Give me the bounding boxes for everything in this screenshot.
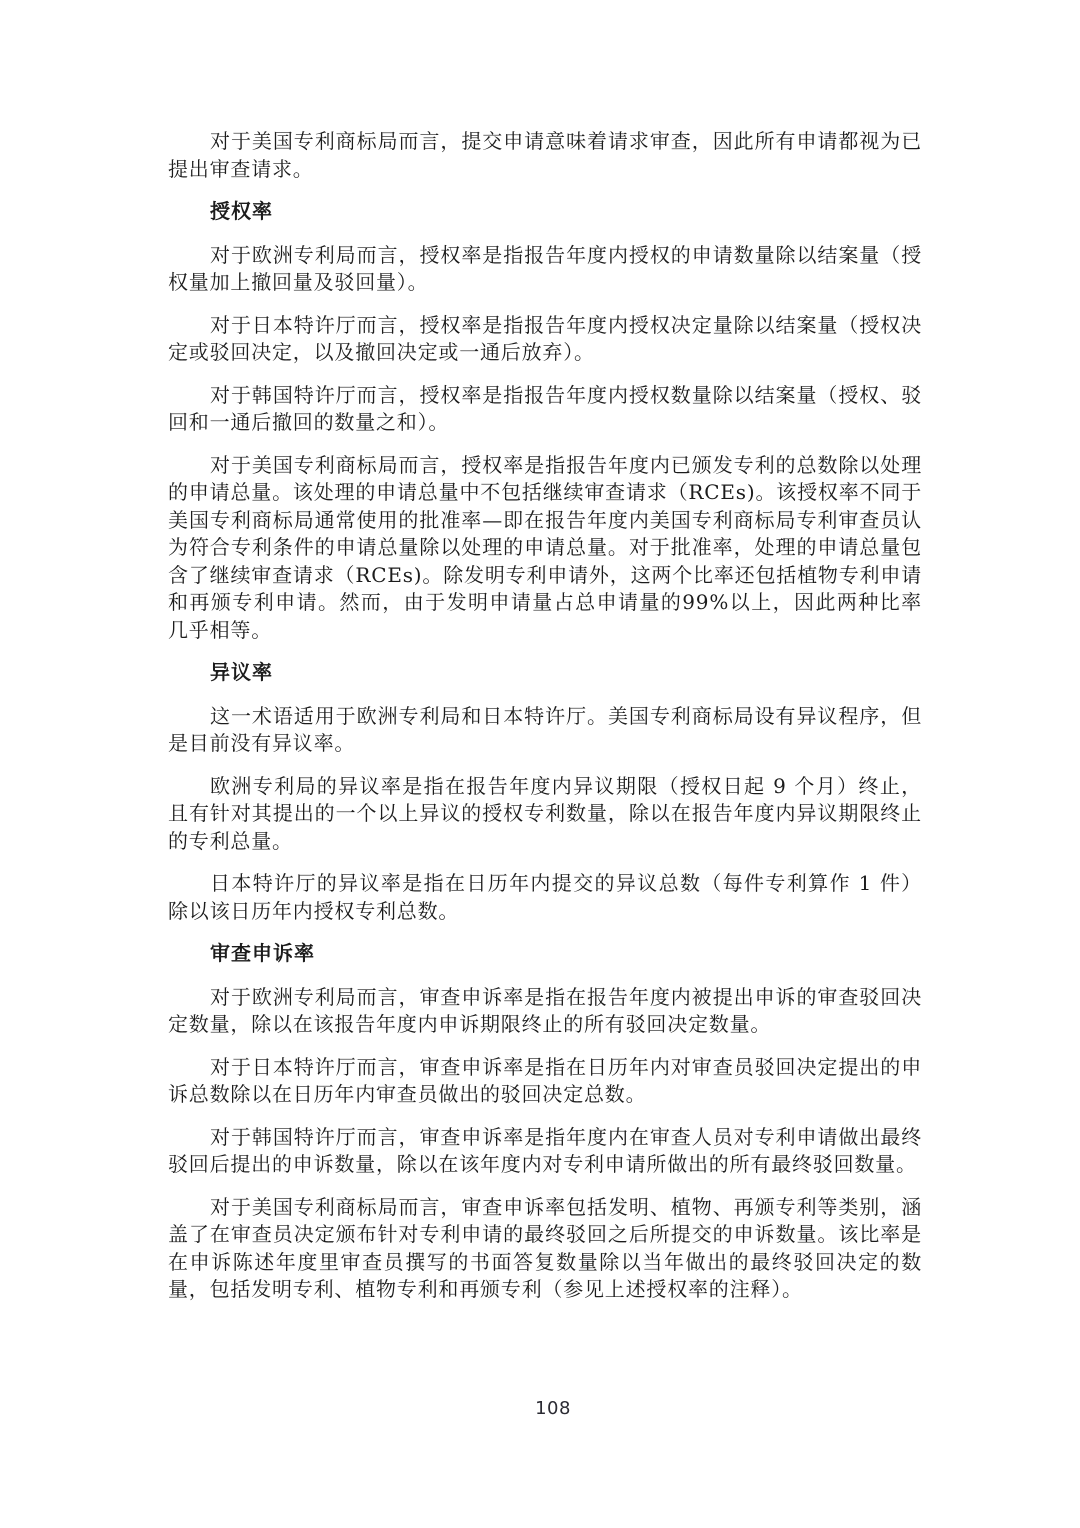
paragraph-uspto-appeal-rate: 对于美国专利商标局而言，审查申诉率包括发明、植物、再颁专利等类别，涵盖了在审查员决定颁布针对专利申请的最终驳回之后所提交的申诉数量。该比率是在申诉陈述年度里审查员撰写的书面答复数量除以当年做出的最终驳回决定的数量，包括发明专利、植物专利和再颁专利（参见上述授权率的注释）。	[168, 1194, 922, 1301]
paragraph-jpo-grant-rate: 对于日本特许厅而言，授权率是指报告年度内授权决定量除以结案量（授权决定或驳回决定，以及撤回决定或一通后放弃）。	[168, 312, 922, 364]
paragraph-uspto-filing: 对于美国专利商标局而言，提交申请意味着请求审查，因此所有申请都视为已提出审查请求。	[168, 129, 922, 181]
paragraph-epo-opposition-rate: 欧洲专利局的异议率是指在报告年度内异议期限（授权日起 9 个月）终止，且有针对其提出的一个以上异议的授权专利数量，除以在报告年度内异议期限终止的专利总量。	[168, 773, 922, 853]
paragraph-kipo-appeal-rate: 对于韩国特许厅而言，审查申诉率是指年度内在审查人员对专利申请做出最终驳回后提出的申诉数量，除以在该年度内对专利申请所做出的所有最终驳回数量。	[168, 1124, 922, 1176]
document-content	[168, 128, 922, 1319]
page-number: 108	[535, 1398, 571, 1419]
section-heading-appeal-rate: 审查申诉率	[210, 941, 315, 965]
paragraph-opposition-scope: 这一术语适用于欧洲专利局和日本特许厅。美国专利商标局设有异议程序，但是目前没有异议率。	[168, 703, 922, 755]
paragraph-epo-grant-rate: 对于欧洲专利局而言，授权率是指报告年度内授权的申请数量除以结案量（授权量加上撤回量及驳回量）。	[168, 242, 922, 294]
section-heading-grant-rate: 授权率	[210, 199, 273, 223]
paragraph-jpo-opposition-rate: 日本特许厅的异议率是指在日历年内提交的异议总数（每件专利算作 1 件）除以该日历年内授权专利总数。	[168, 871, 922, 923]
paragraph-jpo-appeal-rate: 对于日本特许厅而言，审查申诉率是指在日历年内对审查员驳回决定提出的申诉总数除以在日历年内审查员做出的驳回决定总数。	[168, 1054, 922, 1106]
paragraph-kipo-grant-rate: 对于韩国特许厅而言，授权率是指报告年度内授权数量除以结案量（授权、驳回和一通后撤回的数量之和）。	[168, 382, 922, 434]
paragraph-uspto-grant-rate: 对于美国专利商标局而言，授权率是指报告年度内已颁发专利的总数除以处理的申请总量。该处理的申请总量中不包括继续审查请求（RCEs)。该授权率不同于美国专利商标局通常使用的批准率—即在报告年度内美国专利商标局专利审查员认为符合专利条件的申请总量除以处理的申请总量。对于批准率，处理的申请总量包含了继续审查请求（RCEs)。除发明专利申请外，这两个比率还包括植物专利申请和再颁专利申请。然而，由于发明申请量占总申请量的99%以上，因此两种比率几乎相等。	[168, 452, 922, 642]
paragraph-epo-appeal-rate: 对于欧洲专利局而言，审查申诉率是指在报告年度内被提出申诉的审查驳回决定数量，除以在该报告年度内申诉期限终止的所有驳回决定数量。	[168, 984, 922, 1036]
section-heading-opposition-rate: 异议率	[210, 660, 273, 684]
